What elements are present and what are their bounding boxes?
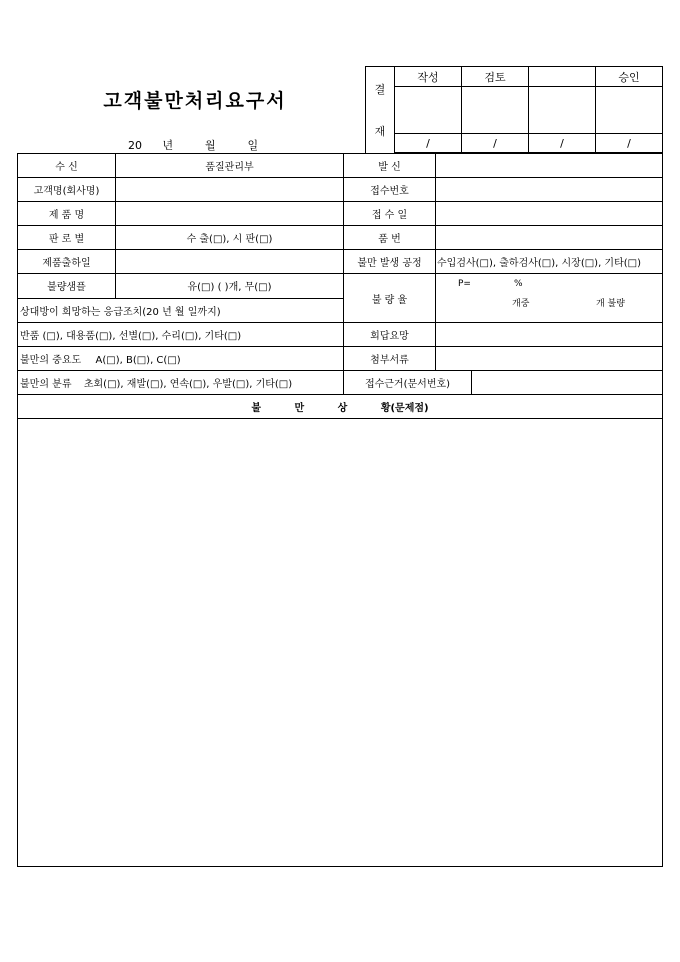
- receiver-label: 수 신: [18, 154, 116, 178]
- receipt-no-field[interactable]: [436, 178, 663, 202]
- sender-field[interactable]: [436, 154, 663, 178]
- sender-label: 발 신: [344, 154, 436, 178]
- importance-row[interactable]: [18, 347, 344, 371]
- receipt-date-field[interactable]: [436, 202, 663, 226]
- customer-field[interactable]: [116, 178, 344, 202]
- importance-label: 불만의 중요도: [20, 355, 82, 366]
- class-options[interactable]: 초회(□), 재발(□), 연속(□), 우발(□), 기타(□): [83, 379, 293, 390]
- sample-options[interactable]: 유(□) ( )개, 무(□): [116, 274, 344, 299]
- date-year-prefix: 20: [128, 139, 142, 152]
- attach-label: 첨부서류: [344, 347, 436, 371]
- percent-label: %: [514, 279, 523, 289]
- process-options[interactable]: 수입검사(□), 출하검사(□), 시장(□), 기타(□): [436, 250, 663, 274]
- document-title: 고객불만처리요구서: [103, 90, 287, 112]
- approval-label-top: 결: [374, 82, 386, 96]
- product-field[interactable]: [116, 202, 344, 226]
- approval-header-review: 검토: [462, 67, 529, 87]
- sales-label: 판 로 별: [18, 226, 116, 250]
- ship-date-field[interactable]: [116, 250, 344, 274]
- ship-date-label: 제품출하일: [18, 250, 116, 274]
- approval-header-blank: [529, 67, 596, 87]
- approval-date-review[interactable]: /: [462, 134, 529, 153]
- receiver-value: 품질관리부: [116, 154, 344, 178]
- approval-header-approve: 승인: [596, 67, 663, 87]
- complaint-form: [17, 153, 663, 867]
- part-no-field[interactable]: [436, 226, 663, 250]
- sample-label: 불량샘플: [18, 274, 116, 299]
- section-title: 불 만 상 황(문제점): [18, 395, 663, 419]
- document-date: [128, 137, 258, 153]
- receipt-date-label: 접 수 일: [344, 202, 436, 226]
- date-year: 년: [162, 139, 174, 152]
- part-no-label: 품 번: [344, 226, 436, 250]
- class-label: 불만의 분류: [20, 379, 72, 390]
- receipt-no-label: 접수번호: [344, 178, 436, 202]
- class-row[interactable]: [18, 371, 344, 395]
- urgent-options[interactable]: 반품 (□), 대용품(□), 선별(□), 수리(□), 기타(□): [18, 323, 344, 347]
- complaint-details-area[interactable]: [18, 419, 663, 867]
- approval-date-approve[interactable]: /: [596, 134, 663, 153]
- approval-box: [365, 66, 663, 153]
- approval-sign-review[interactable]: [462, 87, 529, 134]
- reply-label: 회답요망: [344, 323, 436, 347]
- defect-count-label: 개 불량: [596, 299, 625, 309]
- approval-sign-blank[interactable]: [529, 87, 596, 134]
- p-label: P=: [458, 279, 471, 289]
- product-label: 제 품 명: [18, 202, 116, 226]
- approval-label-bottom: 재: [374, 124, 386, 138]
- customer-label: 고객명(회사명): [18, 178, 116, 202]
- urgent-label: 상대방이 희망하는 응급조치(20 년 월 일까지): [18, 298, 344, 323]
- basis-field[interactable]: [472, 371, 663, 395]
- approval-header-author: 작성: [395, 67, 462, 87]
- defect-rate-cell[interactable]: [436, 274, 663, 323]
- sales-options[interactable]: 수 출(□), 시 판(□): [116, 226, 344, 250]
- count-label: 개중: [512, 299, 530, 309]
- defect-rate-label: 불 량 율: [344, 274, 436, 323]
- approval-date-blank[interactable]: /: [529, 134, 596, 153]
- date-day: 일: [247, 139, 259, 152]
- basis-label: 접수근거(문서번호): [344, 371, 472, 395]
- approval-sign-author[interactable]: [395, 87, 462, 134]
- approval-label-cell: [366, 67, 395, 153]
- date-month: 월: [205, 139, 216, 152]
- importance-options[interactable]: A(□), B(□), C(□): [95, 355, 181, 366]
- process-label: 불만 발생 공정: [344, 250, 436, 274]
- approval-date-author[interactable]: /: [395, 134, 462, 153]
- reply-field[interactable]: [436, 323, 663, 347]
- approval-sign-approve[interactable]: [596, 87, 663, 134]
- attach-field[interactable]: [436, 347, 663, 371]
